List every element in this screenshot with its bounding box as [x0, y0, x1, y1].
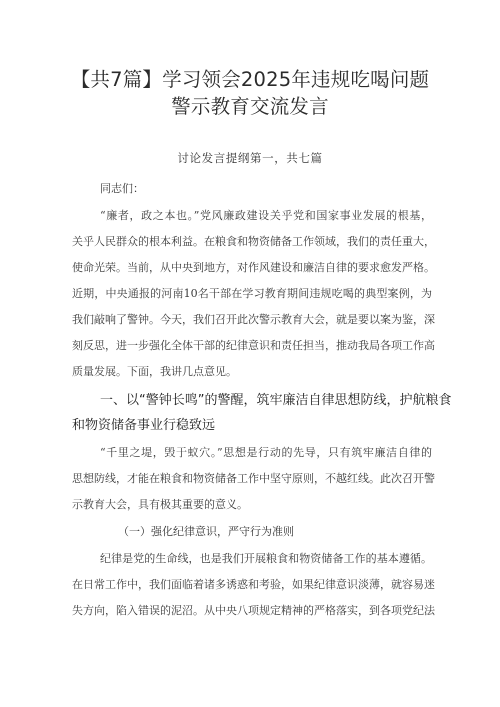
para1-line-1: “廉者，政之本也。”党风廉政建设关乎党和国家事业发展的根基， — [100, 209, 432, 222]
section-heading-1: 一、以“警钟长鸣”的警醒，筑牢廉洁自律思想防线，护航粮食 — [100, 393, 452, 408]
section-heading-1-cont: 和物资储备事业行稳致远 — [72, 418, 216, 433]
para2-line-1: “千里之堤，毁于蚁穴。”思想是行动的先导，只有筑牢廉洁自律的 — [100, 446, 432, 459]
para3-line-1: 纪律是党的生命线，也是我们开展粮食和物资储备工作的基本遵循。 — [100, 552, 432, 565]
document-title-line-1: 【共7篇】学习领会2025年违规吃喝问题 — [70, 68, 430, 91]
document-subtitle: 讨论发言提纲第一，共七篇 — [177, 151, 323, 165]
para1-line-3: 使命光荣。当前，从中央到地方，对作风建设和廉洁自律的要求愈发严格。 — [72, 261, 435, 274]
para1-line-2: 关乎人民群众的根本利益。在粮食和物资储备工作领域，我们的责任重大， — [72, 235, 435, 248]
para2-line-2: 思想防线，才能在粮食和物资储备工作中坚守原则，不越红线。此次召开警 — [72, 472, 435, 485]
para1-line-4: 近期，中央通报的河南10名干部在学习教育期间违规吃喝的典型案例，为 — [72, 287, 432, 300]
para2-line-3: 示教育大会，具有极其重要的意义。 — [72, 498, 248, 511]
para3-line-2: 在日常工作中，我们面临着诸多诱惑和考验，如果纪律意识淡薄，就容易迷 — [72, 578, 435, 591]
subheading-1: （一）强化纪律意识，严守行为准则 — [118, 525, 294, 538]
para1-line-5: 我们敲响了警钟。今天，我们召开此次警示教育大会，就是要以案为鉴，深 — [72, 313, 435, 326]
document-title-line-2: 警示教育交流发言 — [171, 95, 329, 118]
para3-line-3: 失方向，陷入错误的泥沼。从中央八项规定精神的严格落实，到各项党纪法 — [72, 604, 435, 617]
para1-line-6: 刻反思，进一步强化全体干部的纪律意识和责任担当，推动我局各项工作高 — [72, 339, 435, 352]
salutation: 同志们： — [100, 182, 144, 195]
para1-line-7: 质量发展。下面，我讲几点意见。 — [72, 365, 237, 378]
